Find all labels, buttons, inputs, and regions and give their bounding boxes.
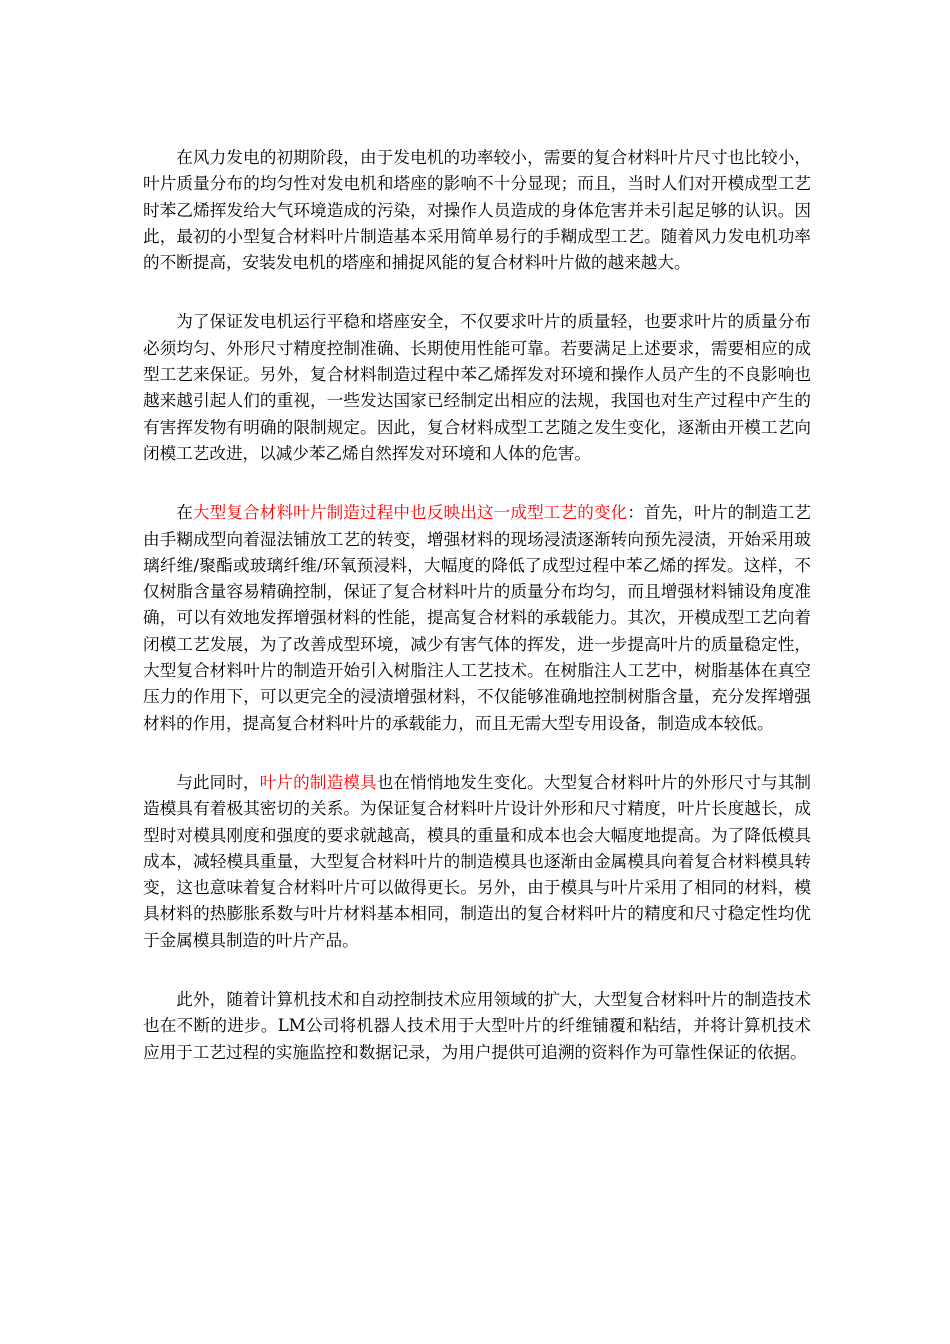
paragraph-3-body: ：首先，叶片的制造工艺由手糊成型向着湿法铺放工艺的转变，增强材料的现场浸渍逐渐转向预先浸渍，开始采用玻璃纤维/聚酯或玻璃纤维/环氧预浸料，大幅度的降低了成型过程中苯乙烯的挥发。这样，不仅树脂含量容易精确控制，保证了复合材料叶片的质量分布均匀，而且增强材料铺设角度准确，可以有效地发挥增强材料的性能，提高复合材料的承载能力。其次，开模成型工艺向着闭模工艺发展，为了改善成型环境，减少有害气体的挥发，进一步提高叶片的质量稳定性，大型复合材料叶片的制造开始引入树脂注人工艺技术。在树脂注人工艺中，树脂基体在真空压力的作用下，可以更完全的浸渍增强材料，不仅能够准确地控制树脂含量，充分发挥增强材料的作用，提高复合材料叶片的承载能力，而且无需大型专用设备，制造成本较低。 — [143, 503, 812, 733]
paragraph-4-highlight: 叶片的制造模具 — [259, 772, 377, 792]
paragraph-1: 在风力发电的初期阶段，由于发电机的功率较小，需要的复合材料叶片尺寸也比较小，叶片质量分布的均匀性对发电机和塔座的影响不十分显现；而且，当时人们对开模成型工艺时苯乙烯挥发给大气环境造成的污染，对操作人员造成的身体危害并未引起足够的认识。因此，最初的小型复合材料叶片制造基本采用简单易行的手糊成型工艺。随着风力发电机功率的不断提高，安装发电机的塔座和捕捉风能的复合材料叶片做的越来越大。 — [143, 148, 811, 273]
paragraph-3 — [143, 500, 811, 737]
paragraph-5: 此外，随着计算机技术和自动控制技术应用领域的扩大，大型复合材料叶片的制造技术也在不断的进步。LM公司将机器人技术用于大型叶片的纤维铺覆和粘结，并将计算机技术应用于工艺过程的实施监控和数据记录，为用户提供可追溯的资料作为可靠性保证的依据。 — [143, 990, 811, 1062]
paragraph-4 — [143, 770, 811, 954]
document-body — [143, 145, 811, 1099]
paragraph-4-body: 也在悄悄地发生变化。大型复合材料叶片的外形尺寸与其制造模具有着极其密切的关系。为保证复合材料叶片设计外形和尺寸精度，叶片长度越长，成型时对模具刚度和强度的要求就越高，模具的重量和成本也会大幅度地提高。为了降低模具成本，减轻模具重量，大型复合材料叶片的制造模具也逐渐由金属模具向着复合材料模具转变，这也意味着复合材料叶片可以做得更长。另外，由于模具与叶片采用了相同的材料，模具材料的热膨胀系数与叶片材料基本相同，制造出的复合材料叶片的精度和尺寸稳定性均优于金属模具制造的叶片产品。 — [143, 772, 812, 950]
paragraph-3-lead: 在 — [176, 503, 193, 523]
paragraph-2: 为了保证发电机运行平稳和塔座安全，不仅要求叶片的质量轻，也要求叶片的质量分布必须均匀、外形尺寸精度控制准确、长期使用性能可靠。若要满足上述要求，需要相应的成型工艺来保证。另外，复合材料制造过程中苯乙烯挥发对环境和操作人员产生的不良影响也越来越引起人们的重视，一些发达国家已经制定出相应的法规，我国也对生产过程中产生的有害挥发物有明确的限制规定。因此，复合材料成型工艺随之发生变化，逐渐由开模工艺向闭模工艺改进，以减少苯乙烯自然挥发对环境和人体的危害。 — [143, 312, 811, 463]
paragraph-3-highlight: 大型复合材料叶片制造过程中也反映出这一成型工艺的变化 — [192, 503, 628, 523]
paragraph-4-lead: 与此同时， — [176, 772, 260, 792]
